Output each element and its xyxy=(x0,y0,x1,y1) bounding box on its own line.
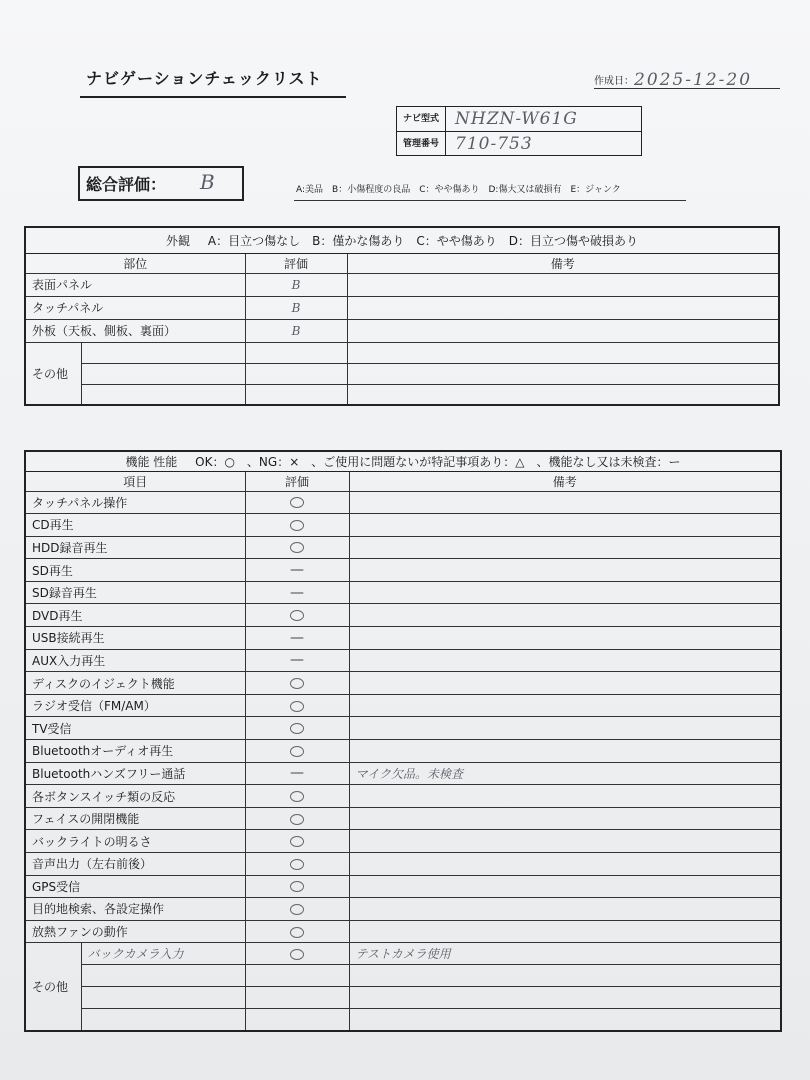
table-row xyxy=(25,943,781,965)
circle-mark-icon xyxy=(290,746,304,757)
table-row xyxy=(25,920,781,943)
table-row xyxy=(25,898,781,921)
table-row xyxy=(25,649,781,672)
row-note xyxy=(349,717,781,740)
circle-mark-icon xyxy=(290,520,304,531)
row-note xyxy=(349,785,781,808)
overall-rating-label: 総合評価： xyxy=(86,175,167,194)
row-item: 外板（天板、側板、裏面） xyxy=(25,319,245,342)
table-row xyxy=(25,363,779,384)
created-date-underline xyxy=(594,88,780,89)
row-eval: B xyxy=(245,273,347,296)
row-item: ディスクのイジェクト機能 xyxy=(25,672,245,695)
row-eval xyxy=(245,694,349,717)
row-item: HDD録音再生 xyxy=(25,536,245,559)
overall-rating-value: B xyxy=(200,170,215,194)
row-eval xyxy=(245,762,349,785)
other-eval xyxy=(245,363,347,384)
model-info-box xyxy=(396,106,642,156)
overall-rating-box xyxy=(78,166,244,201)
row-eval xyxy=(245,581,349,604)
row-note xyxy=(347,319,779,342)
row-eval xyxy=(245,672,349,695)
other-note xyxy=(347,384,779,405)
function-column-headers xyxy=(25,471,781,491)
grade-legend-underline xyxy=(294,200,686,201)
other-label: その他 xyxy=(25,342,81,405)
table-row xyxy=(25,342,779,363)
other-eval xyxy=(245,987,349,1009)
other-item xyxy=(81,965,245,987)
row-note xyxy=(349,898,781,921)
circle-mark-icon xyxy=(290,701,304,712)
row-item: 音声出力（左右前後） xyxy=(25,853,245,876)
row-eval: B xyxy=(245,319,347,342)
row-note xyxy=(349,694,781,717)
row-item: フェイスの開閉機能 xyxy=(25,807,245,830)
row-item: タッチパネル操作 xyxy=(25,491,245,514)
function-rows xyxy=(25,491,781,1031)
row-item: USB接続再生 xyxy=(25,627,245,650)
page-title: ナビゲーションチェックリスト xyxy=(86,69,323,88)
other-item: バックカメラ入力 xyxy=(81,943,245,965)
table-row xyxy=(25,273,779,296)
row-eval xyxy=(245,740,349,763)
row-item: SD録音再生 xyxy=(25,581,245,604)
row-item: TV受信 xyxy=(25,717,245,740)
dash-mark-icon: — xyxy=(290,629,304,646)
row-item: バックライトの明るさ xyxy=(25,830,245,853)
other-note xyxy=(347,342,779,363)
row-eval xyxy=(245,785,349,808)
model-value: NHZN-W61G xyxy=(455,109,578,129)
circle-mark-icon xyxy=(290,814,304,825)
function-header-row xyxy=(25,451,781,471)
table-row xyxy=(25,762,781,785)
row-item: 目的地検索、各設定操作 xyxy=(25,898,245,921)
exterior-legend: A：目立つ傷なし B：僅かな傷あり C：やや傷あり D：目立つ傷や破損あり xyxy=(207,233,638,248)
row-eval xyxy=(245,920,349,943)
other-eval xyxy=(245,384,347,405)
table-row xyxy=(25,987,781,1009)
table-row xyxy=(25,581,781,604)
row-item: GPS受信 xyxy=(25,875,245,898)
other-note: テストカメラ使用 xyxy=(349,943,781,965)
row-note xyxy=(349,830,781,853)
table-row xyxy=(25,853,781,876)
row-note xyxy=(349,559,781,582)
other-item xyxy=(81,1009,245,1031)
title-underline xyxy=(80,96,346,98)
row-eval xyxy=(245,807,349,830)
model-label: ナビ型式 xyxy=(397,107,446,131)
row-note xyxy=(349,740,781,763)
dash-mark-icon: — xyxy=(290,765,304,782)
table-row xyxy=(25,830,781,853)
circle-mark-icon xyxy=(290,497,304,508)
table-row xyxy=(25,536,781,559)
table-row xyxy=(25,965,781,987)
dash-mark-icon: — xyxy=(290,584,304,601)
row-eval xyxy=(245,649,349,672)
table-row xyxy=(25,875,781,898)
row-note xyxy=(349,807,781,830)
row-eval xyxy=(245,830,349,853)
col-part-header: 部位 xyxy=(25,253,245,273)
exterior-column-headers xyxy=(25,253,779,273)
other-eval xyxy=(245,342,347,363)
row-item: Bluetoothハンズフリー通話 xyxy=(25,762,245,785)
col-note-header: 備考 xyxy=(349,471,781,491)
table-row xyxy=(25,319,779,342)
other-note xyxy=(347,363,779,384)
table-row xyxy=(25,717,781,740)
row-eval xyxy=(245,536,349,559)
exterior-table xyxy=(24,226,780,406)
exterior-header-row xyxy=(25,227,779,253)
row-note xyxy=(349,491,781,514)
row-eval xyxy=(245,717,349,740)
other-item xyxy=(81,384,245,405)
table-row xyxy=(25,627,781,650)
row-note xyxy=(349,875,781,898)
row-item: 表面パネル xyxy=(25,273,245,296)
table-row xyxy=(25,740,781,763)
mgmt-number-value: 710-753 xyxy=(455,134,533,154)
row-item: AUX入力再生 xyxy=(25,649,245,672)
circle-mark-icon xyxy=(290,723,304,734)
other-note xyxy=(349,987,781,1009)
other-note xyxy=(349,1009,781,1031)
row-item: 各ボタンスイッチ類の反応 xyxy=(25,785,245,808)
row-note xyxy=(347,296,779,319)
mgmt-row xyxy=(397,131,641,156)
circle-mark-icon xyxy=(290,610,304,621)
other-item xyxy=(81,342,245,363)
circle-mark-icon xyxy=(290,791,304,802)
row-item: CD再生 xyxy=(25,514,245,537)
row-note xyxy=(349,920,781,943)
table-row xyxy=(25,1009,781,1031)
row-note xyxy=(349,649,781,672)
other-label: その他 xyxy=(25,943,81,1031)
row-note xyxy=(349,672,781,695)
other-eval xyxy=(245,965,349,987)
row-note xyxy=(349,853,781,876)
table-row xyxy=(25,785,781,808)
row-item: タッチパネル xyxy=(25,296,245,319)
circle-mark-icon xyxy=(290,949,304,960)
table-row xyxy=(25,807,781,830)
circle-mark-icon xyxy=(290,836,304,847)
circle-mark-icon xyxy=(290,904,304,915)
circle-mark-icon xyxy=(290,927,304,938)
row-eval xyxy=(245,491,349,514)
table-row xyxy=(25,672,781,695)
function-legend: OK：○ 、NG：× 、ご使用に問題ないが特記事項あり：△ 、機能なし又は未検査：ー xyxy=(195,454,681,469)
row-eval xyxy=(245,514,349,537)
other-note xyxy=(349,965,781,987)
row-note xyxy=(349,604,781,627)
other-eval xyxy=(245,943,349,965)
model-row xyxy=(397,107,641,131)
other-eval xyxy=(245,1009,349,1031)
circle-mark-icon xyxy=(290,542,304,553)
col-item-header: 項目 xyxy=(25,471,245,491)
table-row xyxy=(25,296,779,319)
row-eval xyxy=(245,604,349,627)
row-eval xyxy=(245,853,349,876)
table-row xyxy=(25,604,781,627)
function-title: 機能 性能 xyxy=(125,454,178,469)
row-note: マイク欠品。未検査 xyxy=(349,762,781,785)
row-item: DVD再生 xyxy=(25,604,245,627)
table-row xyxy=(25,491,781,514)
created-date-value: 2025-12-20 xyxy=(634,70,753,90)
circle-mark-icon xyxy=(290,678,304,689)
row-eval xyxy=(245,559,349,582)
row-eval xyxy=(245,898,349,921)
row-note xyxy=(349,536,781,559)
row-item: ラジオ受信（FM/AM） xyxy=(25,694,245,717)
other-item xyxy=(81,363,245,384)
table-row xyxy=(25,694,781,717)
row-eval xyxy=(245,875,349,898)
table-row xyxy=(25,559,781,582)
dash-mark-icon: — xyxy=(290,562,304,579)
dash-mark-icon: — xyxy=(290,652,304,669)
mgmt-number-label: 管理番号 xyxy=(397,132,446,156)
other-item xyxy=(81,987,245,1009)
created-date-label: 作成日： xyxy=(594,76,634,87)
col-note-header: 備考 xyxy=(347,253,779,273)
row-note xyxy=(349,581,781,604)
row-eval xyxy=(245,627,349,650)
row-note xyxy=(347,273,779,296)
col-eval-header: 評価 xyxy=(245,253,347,273)
table-row xyxy=(25,384,779,405)
circle-mark-icon xyxy=(290,881,304,892)
row-item: 放熱ファンの動作 xyxy=(25,920,245,943)
row-note xyxy=(349,627,781,650)
circle-mark-icon xyxy=(290,859,304,870)
col-eval-header: 評価 xyxy=(245,471,349,491)
table-row xyxy=(25,514,781,537)
row-item: Bluetoothオーディオ再生 xyxy=(25,740,245,763)
row-item: SD再生 xyxy=(25,559,245,582)
function-table xyxy=(24,450,782,1032)
row-note xyxy=(349,514,781,537)
exterior-title: 外観 xyxy=(166,233,191,248)
grade-legend: A:美品 B：小傷程度の良品 C：やや傷あり D:傷大又は破損有 E：ジャンク xyxy=(296,185,621,195)
row-eval: B xyxy=(245,296,347,319)
